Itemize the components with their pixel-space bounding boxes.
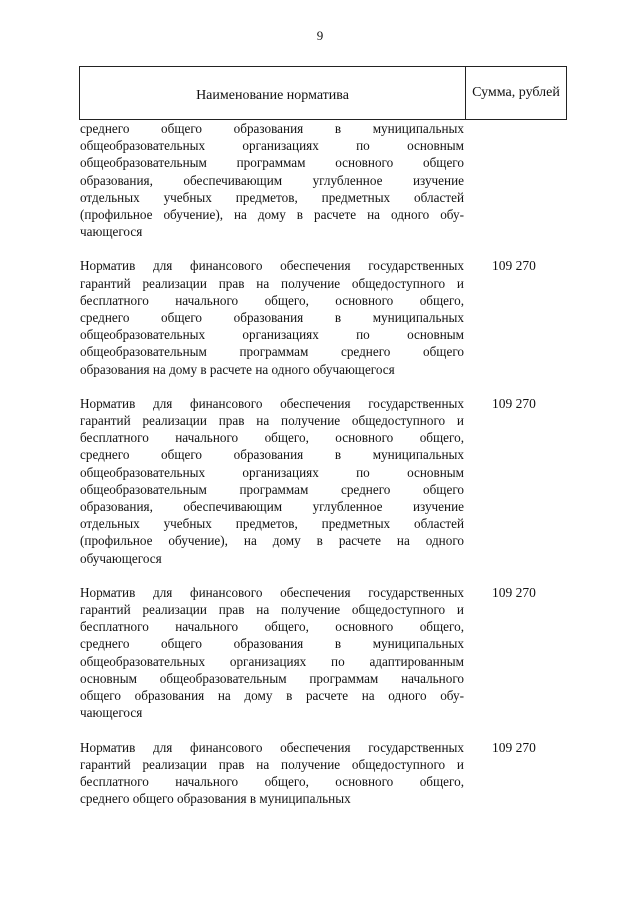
- norm-description-line: общеобразовательных организациях по основным: [80, 464, 464, 480]
- norm-description: [80, 395, 464, 567]
- norm-amount: 109 270: [492, 584, 536, 600]
- norm-description-line: бесплатного начального общего, основного общего,: [80, 430, 464, 446]
- norm-description-line: гарантий реализации прав на получение общедоступного и: [80, 413, 464, 429]
- norm-description-line: чающегося: [80, 224, 143, 240]
- norm-amount: 109 270: [492, 258, 536, 274]
- norm-description-line: отдельных учебных предметов, предметных областей: [80, 189, 464, 205]
- norm-description-line: основным общеобразовательным программам начального: [80, 670, 464, 686]
- norm-description-line: бесплатного начального общего, основного общего,: [80, 773, 464, 789]
- norm-description-line: общеобразовательных организациях по адаптированным: [80, 653, 464, 669]
- norm-description: [80, 739, 464, 808]
- norm-description-line: (профильное обучение), на дому в расчете на одного обу-: [80, 207, 464, 223]
- table-row: [80, 257, 570, 377]
- norm-description-line: (профильное обучение), на дому в расчете на одного: [80, 533, 464, 549]
- table-row: [80, 739, 570, 808]
- norm-description-line: образования, обеспечивающим углубленное изучение: [80, 499, 464, 515]
- norm-description-line: обучающегося: [80, 550, 162, 566]
- norm-description-line: среднего общего образования в муниципальных: [80, 121, 464, 136]
- norm-description-line: общеобразовательным программам среднего общего: [80, 344, 464, 360]
- column-header-name: Наименование норматива: [80, 67, 466, 119]
- norm-description-line: бесплатного начального общего, основного общего,: [80, 292, 464, 308]
- norm-description-line: гарантий реализации прав на получение общедоступного и: [80, 275, 464, 291]
- page-number: 9: [316, 28, 324, 43]
- norm-description-line: гарантий реализации прав на получение общедоступного и: [80, 756, 464, 772]
- norm-description-line: отдельных учебных предметов, предметных областей: [80, 516, 464, 532]
- norm-description-line: среднего общего образования в муниципальных: [80, 791, 351, 807]
- norm-description-line: среднего общего образования в муниципальных: [80, 447, 464, 463]
- norm-description-line: гарантий реализации прав на получение общедоступного и: [80, 602, 464, 618]
- table-row: [80, 120, 570, 240]
- norm-description: [80, 257, 464, 377]
- column-header-sum: Сумма, рублей: [472, 85, 560, 100]
- table-row: [80, 584, 570, 722]
- norm-amount: [464, 120, 570, 240]
- norm-description-line: Норматив для финансового обеспечения государственных: [80, 739, 464, 755]
- norm-description-line: общеобразовательных организациях по основным: [80, 138, 464, 154]
- norm-description-line: Норматив для финансового обеспечения государственных: [80, 584, 464, 600]
- norm-description: [80, 120, 464, 240]
- norm-amount: 109 270: [492, 739, 536, 755]
- norm-description-line: образования, обеспечивающим углубленное изучение: [80, 172, 464, 188]
- table-row: [80, 395, 570, 567]
- norms-table-body: [80, 120, 570, 824]
- norm-description-line: среднего общего образования в муниципальных: [80, 310, 464, 326]
- table-header: [79, 66, 567, 120]
- norm-description-line: образования на дому в расчете на одного обучающегося: [80, 361, 395, 377]
- norm-description-line: чающегося: [80, 705, 143, 721]
- norm-description-line: общеобразовательных организациях по основным: [80, 327, 464, 343]
- norm-description-line: Норматив для финансового обеспечения государственных: [80, 258, 464, 274]
- norm-amount: 109 270: [492, 395, 536, 411]
- norm-description: [80, 584, 464, 722]
- norm-description-line: общего образования на дому в расчете на одного обу-: [80, 688, 464, 704]
- norm-description-line: бесплатного начального общего, основного общего,: [80, 619, 464, 635]
- norm-description-line: Норматив для финансового обеспечения государственных: [80, 395, 464, 411]
- norm-description-line: общеобразовательным программам основного общего: [80, 155, 464, 171]
- norm-description-line: среднего общего образования в муниципальных: [80, 636, 464, 652]
- norm-description-line: общеобразовательным программам среднего общего: [80, 481, 464, 497]
